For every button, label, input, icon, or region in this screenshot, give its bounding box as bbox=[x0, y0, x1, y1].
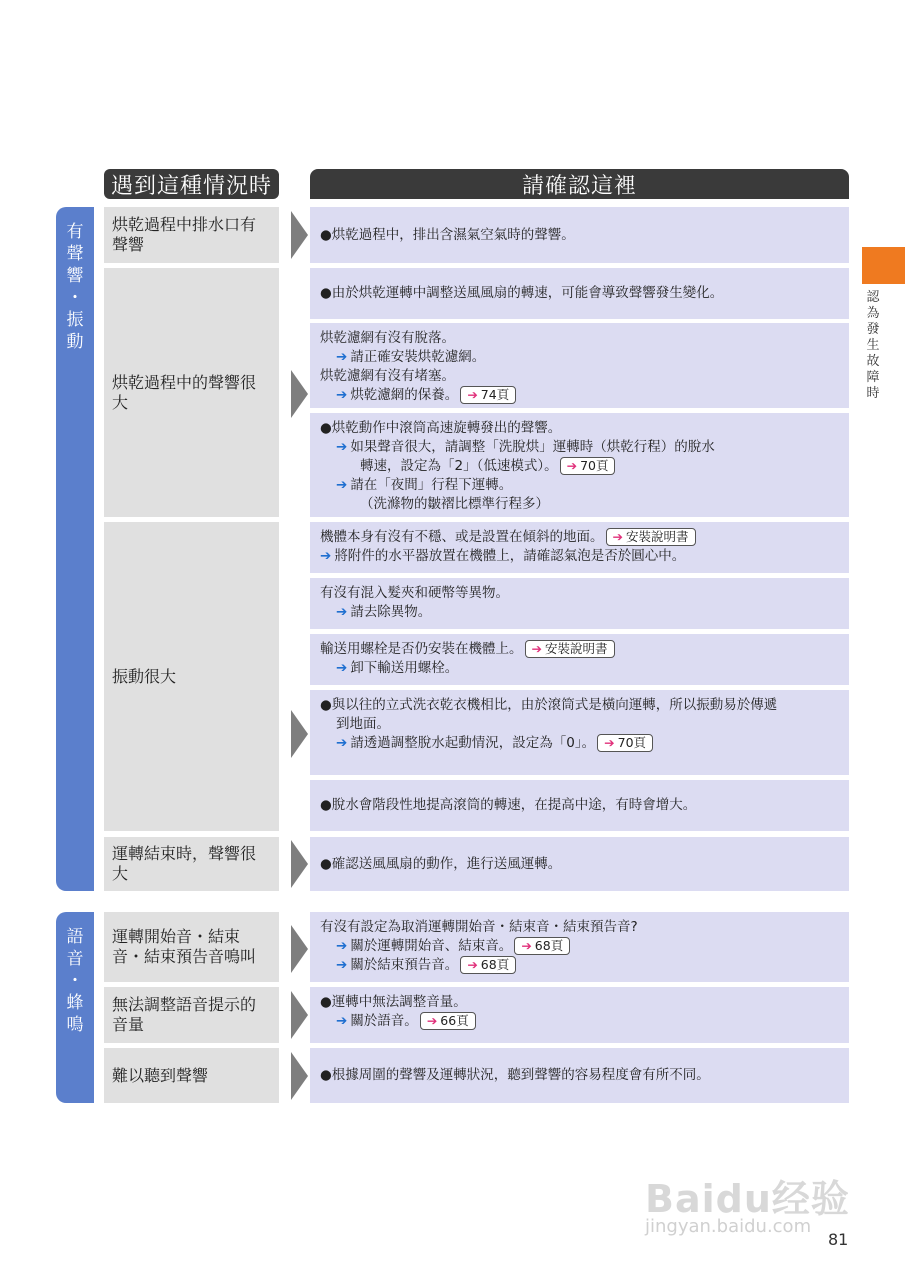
check-line bbox=[320, 476, 839, 495]
check-line bbox=[320, 284, 839, 303]
check-line-text: ●運轉中無法調整音量。 bbox=[320, 994, 467, 1010]
pink-arrow-icon: ➔ bbox=[612, 529, 623, 544]
situation-cell: 無法調整語音提示的音量 bbox=[104, 987, 279, 1043]
check-line bbox=[320, 495, 839, 514]
check-cell bbox=[310, 207, 849, 263]
group-label-char: 音 bbox=[66, 949, 84, 969]
page-reference[interactable] bbox=[514, 937, 570, 955]
group-label-char: 鳴 bbox=[66, 1015, 84, 1035]
check-line bbox=[320, 457, 839, 476]
situation-cell: 振動很大 bbox=[104, 522, 279, 831]
check-cell bbox=[310, 323, 849, 408]
pink-arrow-icon: ➔ bbox=[521, 938, 532, 953]
arrow-right-icon: ➔ bbox=[336, 938, 348, 954]
check-line-text: ●烘乾過程中，排出含濕氣空氣時的聲響。 bbox=[320, 226, 575, 243]
check-line bbox=[320, 715, 839, 734]
check-cell bbox=[310, 413, 849, 517]
check-line-text: 請去除異物。 bbox=[350, 604, 432, 620]
check-cell bbox=[310, 690, 849, 775]
group-label-voice-buzzer bbox=[56, 912, 94, 1103]
group-label-char: 語 bbox=[66, 927, 84, 947]
side-tab-char: 為 bbox=[866, 306, 880, 321]
page-reference[interactable] bbox=[606, 528, 696, 546]
page-reference[interactable] bbox=[460, 956, 516, 974]
side-tab-char: 生 bbox=[866, 338, 880, 353]
check-cell bbox=[310, 1048, 849, 1103]
arrow-right-icon: ➔ bbox=[336, 660, 348, 676]
page-reference-label: 74頁 bbox=[480, 387, 510, 402]
check-cell bbox=[310, 522, 849, 573]
check-line-text: 如果聲音很大，請調整「洗脫烘」運轉時（烘乾行程）的脫水 bbox=[350, 439, 715, 455]
check-line-text: 關於語音。 bbox=[350, 1013, 418, 1029]
page-reference-label: 66頁 bbox=[440, 1013, 469, 1028]
page-reference-label: 68頁 bbox=[534, 938, 564, 953]
arrow-right-icon: ➔ bbox=[336, 349, 348, 365]
check-line bbox=[320, 1066, 839, 1085]
check-line-text: 到地面。 bbox=[336, 716, 390, 732]
check-line-text: 烘乾濾網有沒有堵塞。 bbox=[320, 368, 455, 384]
section-tab-marker bbox=[862, 247, 905, 284]
pink-arrow-icon: ➔ bbox=[426, 1013, 438, 1028]
arrow-right-icon: ➔ bbox=[336, 477, 348, 493]
page-number: 81 bbox=[828, 1230, 849, 1249]
check-line bbox=[320, 348, 839, 367]
check-cell bbox=[310, 634, 849, 685]
watermark-url: jingyan.baidu.com bbox=[645, 1216, 812, 1237]
pink-arrow-icon: ➔ bbox=[566, 458, 578, 473]
check-line-text: 關於運轉開始音、結束音。 bbox=[350, 938, 513, 954]
pink-arrow-icon: ➔ bbox=[467, 957, 478, 972]
left-column-header: 遇到這種情況時 bbox=[104, 169, 279, 199]
watermark-logo: Baidu经验 bbox=[645, 1177, 850, 1221]
check-line bbox=[320, 528, 839, 547]
page-reference-label: 70頁 bbox=[580, 458, 609, 473]
page-reference-label: 安裝說明書 bbox=[544, 641, 608, 656]
check-line bbox=[320, 419, 839, 438]
check-line bbox=[320, 855, 839, 874]
chevron-right-icon bbox=[291, 710, 308, 758]
page-reference-label: 68頁 bbox=[480, 957, 510, 972]
chevron-right-icon bbox=[291, 211, 308, 259]
check-line bbox=[320, 1012, 839, 1031]
check-line-text: ●根據周圍的聲響及運轉狀況，聽到聲響的容易程度會有所不同。 bbox=[320, 1067, 710, 1083]
arrow-right-icon: ➔ bbox=[320, 548, 332, 564]
group-label-char: 聲 bbox=[66, 244, 84, 264]
check-cell bbox=[310, 780, 849, 831]
arrow-right-icon: ➔ bbox=[336, 387, 348, 403]
check-line bbox=[320, 329, 839, 348]
check-line-text: 卸下輸送用螺栓。 bbox=[350, 660, 459, 676]
group-label-char: 蜂 bbox=[66, 993, 84, 1013]
check-cell bbox=[310, 578, 849, 629]
chevron-right-icon bbox=[291, 1052, 308, 1100]
situation-cell: 烘乾過程中排水口有聲響 bbox=[104, 207, 279, 263]
check-cell bbox=[310, 987, 849, 1043]
pink-arrow-icon: ➔ bbox=[467, 387, 478, 402]
check-line-text: 請在「夜間」行程下運轉。 bbox=[350, 477, 513, 493]
arrow-right-icon: ➔ bbox=[336, 1013, 348, 1029]
group-label-char: 振 bbox=[66, 310, 84, 330]
side-tab-char: 故 bbox=[866, 354, 880, 369]
check-line bbox=[320, 367, 839, 386]
group-label-char: 響 bbox=[66, 266, 84, 286]
check-cell bbox=[310, 912, 849, 982]
check-line bbox=[320, 956, 839, 975]
check-line-text: ●脫水會階段性地提高滾筒的轉速，在提高中途，有時會增大。 bbox=[320, 797, 697, 813]
check-line-text: 輸送用螺栓是否仍安裝在機體上。 bbox=[320, 641, 523, 657]
check-line-text: ●確認送風風扇的動作，進行送風運轉。 bbox=[320, 855, 562, 872]
check-line-text: ●與以往的立式洗衣乾衣機相比，由於滾筒式是橫向運轉，所以振動易於傳遞 bbox=[320, 697, 778, 713]
group-label-char: ・ bbox=[66, 971, 84, 991]
side-tab-char: 認 bbox=[866, 290, 880, 305]
check-line-text: 機體本身有沒有不穩、或是設置在傾斜的地面。 bbox=[320, 529, 604, 545]
check-line bbox=[320, 993, 839, 1012]
situation-cell: 難以聽到聲響 bbox=[104, 1048, 279, 1103]
check-line-text: 請正確安裝烘乾濾網。 bbox=[350, 349, 486, 365]
check-line-text: 將附件的水平器放置在機體上，請確認氣泡是否於圓心中。 bbox=[334, 548, 686, 564]
group-label-char: ・ bbox=[66, 288, 84, 308]
page-reference[interactable] bbox=[560, 457, 616, 475]
check-line-text: 有沒有混入髮夾和硬幣等異物。 bbox=[320, 585, 509, 601]
pink-arrow-icon: ➔ bbox=[604, 735, 615, 750]
check-line-text: ●烘乾動作中滾筒高速旋轉發出的聲響。 bbox=[320, 420, 562, 436]
check-line-text: ●由於烘乾運轉中調整送風風扇的轉速，可能會導致聲響發生變化。 bbox=[320, 285, 724, 301]
page-reference[interactable] bbox=[597, 734, 653, 752]
check-line bbox=[320, 659, 839, 678]
chevron-right-icon bbox=[291, 840, 308, 888]
check-line-text: 轉速，設定為「2」（低速模式）。 bbox=[360, 458, 558, 474]
pink-arrow-icon: ➔ bbox=[531, 641, 542, 656]
check-line bbox=[320, 603, 839, 622]
arrow-right-icon: ➔ bbox=[336, 439, 348, 455]
check-line bbox=[320, 640, 839, 659]
group-label-char: 有 bbox=[66, 222, 84, 242]
check-line bbox=[320, 226, 839, 245]
check-line bbox=[320, 584, 839, 603]
situation-cell: 運轉開始音・結束音・結束預告音鳴叫 bbox=[104, 912, 279, 982]
chevron-right-icon bbox=[291, 370, 308, 418]
page-reference[interactable] bbox=[460, 386, 516, 404]
page-reference-label: 70頁 bbox=[617, 735, 647, 750]
chevron-right-icon bbox=[291, 991, 308, 1039]
situation-cell: 運轉結束時，聲響很大 bbox=[104, 837, 279, 891]
check-line bbox=[320, 696, 839, 715]
side-tab-char: 發 bbox=[866, 322, 880, 337]
side-tab-char: 障 bbox=[866, 370, 880, 385]
page-reference[interactable] bbox=[525, 640, 615, 658]
check-line-text: 烘乾濾網有沒有脫落。 bbox=[320, 330, 455, 346]
chevron-right-icon bbox=[291, 925, 308, 973]
check-line-text: 烘乾濾網的保養。 bbox=[350, 387, 459, 403]
check-line-text: （洗滌物的皺褶比標準行程多） bbox=[360, 496, 549, 512]
arrow-right-icon: ➔ bbox=[336, 735, 348, 751]
situation-cell: 烘乾過程中的聲響很大 bbox=[104, 268, 279, 517]
check-line bbox=[320, 547, 839, 566]
section-tab-label bbox=[862, 290, 884, 402]
check-line-text: 有沒有設定為取消運轉開始音・結束音・結束預告音? bbox=[320, 919, 638, 935]
check-line bbox=[320, 734, 839, 753]
right-column-header: 請確認這裡 bbox=[310, 169, 849, 199]
arrow-right-icon: ➔ bbox=[336, 604, 348, 620]
check-line bbox=[320, 937, 839, 956]
group-label-char: 動 bbox=[66, 332, 84, 352]
check-line-text: 關於結束預告音。 bbox=[350, 957, 459, 973]
page-reference[interactable] bbox=[420, 1012, 476, 1030]
check-line bbox=[320, 438, 839, 457]
group-label-noise-vibration bbox=[56, 207, 94, 891]
check-line-text: 請透過調整脫水起動情況，設定為「0」。 bbox=[350, 735, 596, 751]
check-line bbox=[320, 918, 839, 937]
check-line bbox=[320, 796, 839, 815]
page-reference-label: 安裝說明書 bbox=[625, 529, 689, 544]
arrow-right-icon: ➔ bbox=[336, 957, 348, 973]
side-tab-char: 時 bbox=[866, 386, 880, 401]
check-line bbox=[320, 386, 839, 405]
check-cell bbox=[310, 268, 849, 319]
check-cell bbox=[310, 837, 849, 891]
